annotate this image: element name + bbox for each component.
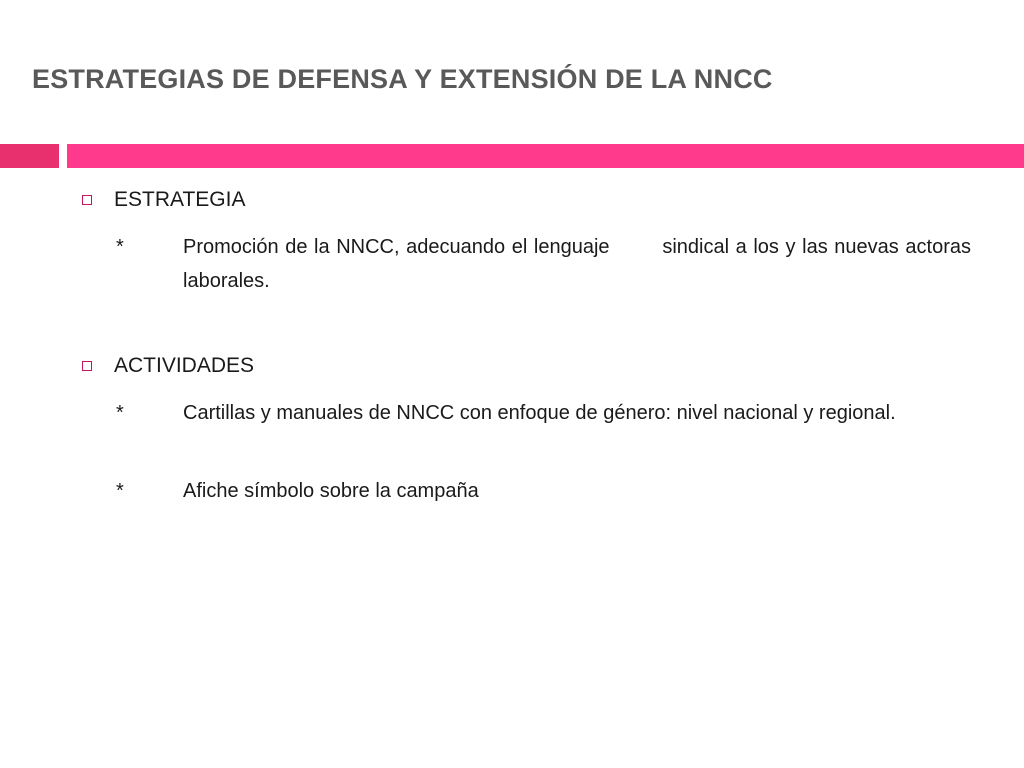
slide-title: ESTRATEGIAS DE DEFENSA Y EXTENSIÓN DE LA NNCC (32, 64, 773, 94)
list-item-text: Cartillas y manuales de NNCC con enfoque de género: nivel nacional y regional. (183, 402, 896, 424)
list-item (114, 230, 977, 298)
list-item-text: Promoción de la NNCC, adecuando el lenguaje sindical a los y las nuevas actoras laborales. (183, 236, 977, 292)
section-heading-label: ACTIVIDADES (114, 354, 255, 377)
asterisk-marker: * (116, 236, 124, 258)
square-bullet-icon (82, 361, 92, 371)
list-item (114, 474, 971, 508)
list-item (114, 396, 971, 430)
asterisk-marker: * (116, 480, 124, 502)
square-bullet-icon (82, 195, 92, 205)
list-item-text: Afiche símbolo sobre la campaña (183, 480, 479, 502)
section-heading-label: ESTRATEGIA (114, 188, 246, 211)
asterisk-marker: * (116, 402, 124, 424)
section-estrategia-heading (82, 188, 245, 212)
section-actividades-heading (82, 354, 254, 378)
